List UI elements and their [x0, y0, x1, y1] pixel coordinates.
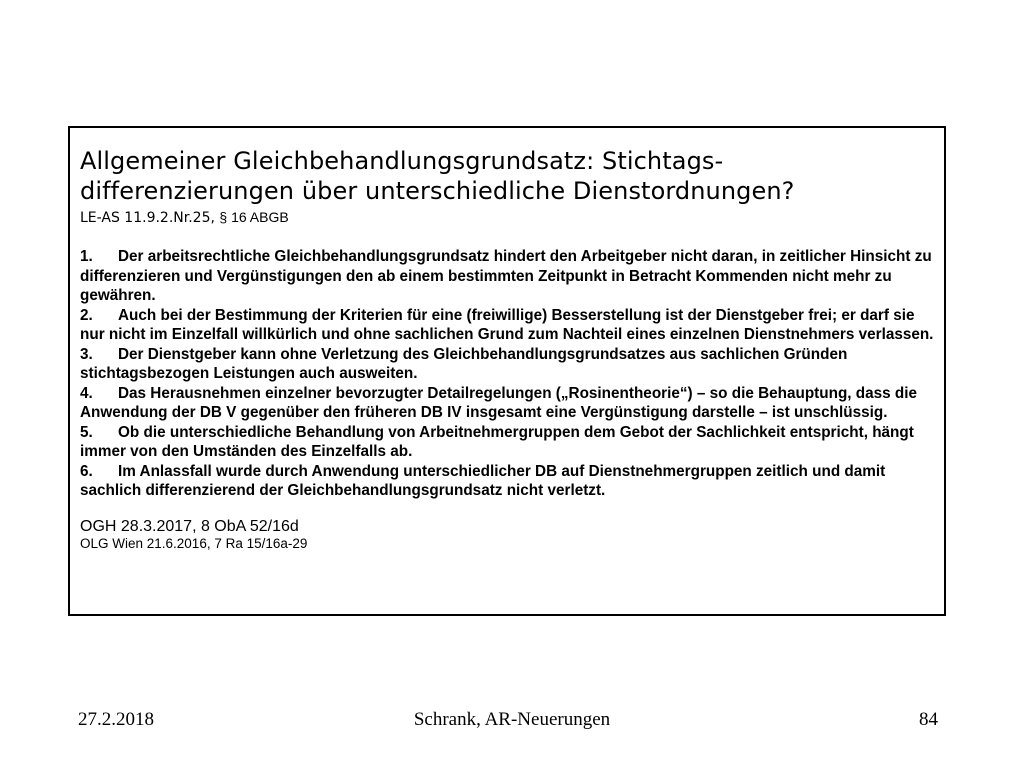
- point-text: Ob die unterschiedliche Behandlung von Arbeitnehmergruppen dem Gebot der Sachlichkeit entspricht, hängt immer von den Umständen des Einzelfalls ab.: [80, 423, 914, 460]
- list-item: [80, 462, 934, 501]
- point-text: Der Dienstgeber kann ohne Verletzung des Gleichbehandlungsgrundsatzes aus sachlichen Gründen stichtagsbezogen Leistungen auch ausweiten.: [80, 345, 848, 382]
- list-item: [80, 247, 934, 306]
- reference-line: [80, 208, 934, 227]
- list-item: [80, 384, 934, 423]
- footer-title: Schrank, AR-Neuerungen: [413, 709, 611, 730]
- court-citation-secondary: OLG Wien 21.6.2016, 7 Ra 15/16a-29: [80, 535, 308, 551]
- point-text: Auch bei der Bestimmung der Kriterien für eine (freiwillige) Besserstellung ist der Dienstgeber frei; er darf sie nur nicht im Einzelfall willkürlich und ohne sachlichen Grund zum Nachteil eines einzelnen Dienstnehmers verlassen.: [80, 306, 934, 343]
- point-number: 2.: [80, 306, 93, 324]
- point-number: 5.: [80, 423, 93, 441]
- reference-paragraph: § 16 ABGB: [219, 209, 289, 225]
- title-line-2: differenzierungen über unterschiedliche Dienstordnungen?: [80, 177, 795, 205]
- point-number: 6.: [80, 462, 93, 480]
- title-line-1: Allgemeiner Gleichbehandlungsgrundsatz: Stichtags-: [80, 147, 724, 175]
- slide-title: [80, 146, 934, 206]
- list-item: [80, 423, 934, 462]
- point-text: Der arbeitsrechtliche Gleichbehandlungsgrundsatz hindert den Arbeitgeber nicht daran, in zeitlicher Hinsicht zu differenzieren und Vergünstigungen den ab einem bestimmten Zeitpunkt in Betracht Kommenden nicht mehr zu gewähren.: [80, 248, 932, 304]
- list-item: [80, 345, 934, 384]
- list-item: [80, 306, 934, 345]
- reference-prefix: LE-AS 11.9.2.Nr.25,: [80, 210, 220, 226]
- point-text: Im Anlassfall wurde durch Anwendung unterschiedlicher DB auf Dienstnehmergruppen zeitlich und damit sachlich differenzierend der Gleichbehandlungsgrundsatz nicht verletzt.: [80, 462, 886, 499]
- point-number: 3.: [80, 345, 93, 363]
- points-list: [80, 247, 934, 501]
- court-citation-primary: OGH 28.3.2017, 8 ObA 52/16d: [80, 517, 299, 535]
- page-number: 84: [919, 709, 938, 730]
- point-number: 4.: [80, 384, 93, 402]
- content-box: [68, 126, 946, 616]
- point-number: 1.: [80, 248, 93, 265]
- point-text: Das Herausnehmen einzelner bevorzugter Detailregelungen („Rosinentheorie“) – so die Behauptung, dass die Anwendung der DB V gegenüber den früheren DB IV insgesamt eine Vergünstigung darstelle – ist unschlüssig.: [80, 384, 918, 421]
- footer-date: 27.2.2018: [78, 709, 154, 730]
